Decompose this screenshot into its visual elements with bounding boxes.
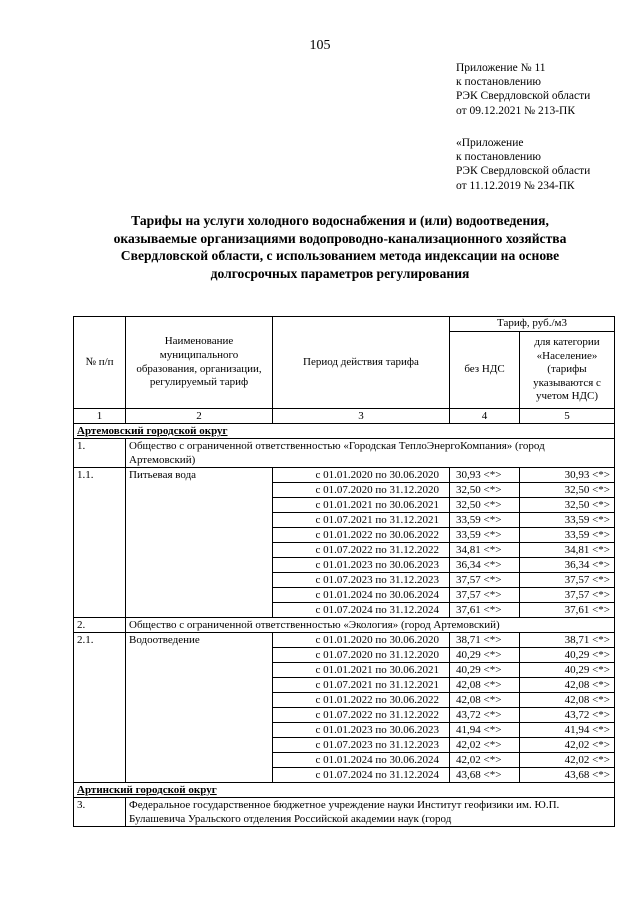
tariff-value-population: 37,57 <*> [520,588,615,603]
tariff-value-no-vat: 37,61 <*> [450,603,520,618]
tariff-value-no-vat: 30,93 <*> [450,468,520,483]
tariff-value-no-vat: 40,29 <*> [450,663,520,678]
page-number: 105 [309,38,331,53]
tariff-period: с 01.01.2020 по 30.06.2020 [273,468,450,483]
tariff-value-no-vat: 42,02 <*> [450,738,520,753]
organization-name: Общество с ограниченной ответственностью «Экология» (город Артемовский) [126,618,615,633]
tariff-value-population: 36,34 <*> [520,558,615,573]
tariff-value-population: 42,08 <*> [520,678,615,693]
tariff-value-population: 32,50 <*> [520,483,615,498]
tariff-period: с 01.01.2021 по 30.06.2021 [273,663,450,678]
tariff-period: с 01.07.2023 по 31.12.2023 [273,573,450,588]
title-line: Свердловской области, с использованием метода индексации на основе [120,248,560,263]
tariff-value-population: 34,81 <*> [520,543,615,558]
tariff-value-no-vat: 42,08 <*> [450,693,520,708]
tariff-value-population: 42,02 <*> [520,753,615,768]
organization-row [74,798,615,827]
tariff-name: Питьевая вода [126,468,273,618]
header-tariff: Тариф, руб./м3 [450,317,615,332]
tariff-value-no-vat: 41,94 <*> [450,723,520,738]
tariff-period: с 01.07.2021 по 31.12.2021 [273,678,450,693]
column-number: 2 [126,409,273,424]
tariff-value-no-vat: 43,68 <*> [450,768,520,783]
header-num: № п/п [74,317,126,409]
tariff-value-no-vat: 37,57 <*> [450,573,520,588]
appendix-reference-current [456,61,590,118]
tariff-period-row [74,468,615,483]
column-number: 4 [450,409,520,424]
appendix-line: к постановлению [456,76,541,89]
tariff-value-population: 32,50 <*> [520,498,615,513]
tariff-value-no-vat: 38,71 <*> [450,633,520,648]
tariff-period: с 01.01.2024 по 30.06.2024 [273,753,450,768]
title-line: долгосрочных параметров регулирования [210,265,470,281]
tariff-value-no-vat: 32,50 <*> [450,498,520,513]
tariff-value-population: 37,57 <*> [520,573,615,588]
column-number: 5 [520,409,615,424]
tariff-value-population: 43,72 <*> [520,708,615,723]
tariff-value-population: 40,29 <*> [520,648,615,663]
title-line: Тарифы на услуги холодного водоснабжения и (или) водоотведения, [131,213,549,228]
tariff-period: с 01.01.2022 по 30.06.2022 [273,528,450,543]
organization-num: 2. [74,618,126,633]
column-number: 1 [74,409,126,424]
tariff-period: с 01.01.2022 по 30.06.2022 [273,693,450,708]
tariff-period: с 01.01.2023 по 30.06.2023 [273,558,450,573]
tariff-period: с 01.07.2021 по 31.12.2021 [273,513,450,528]
organization-num: 1. [74,439,126,468]
appendix-line: от 09.12.2021 № 213-ПК [456,104,576,117]
column-number-row [74,409,615,424]
tariff-value-population: 33,59 <*> [520,513,615,528]
tariff-period: с 01.07.2024 по 31.12.2024 [273,603,450,618]
appendix-line: от 11.12.2019 № 234-ПК [456,179,575,192]
tariff-value-no-vat: 33,59 <*> [450,513,520,528]
appendix-line: «Приложение [456,137,524,149]
tariff-name: Водоотведение [126,633,273,783]
tariff-value-no-vat: 42,08 <*> [450,678,520,693]
organization-num: 3. [74,798,126,827]
tariff-period: с 01.07.2023 по 31.12.2023 [273,738,450,753]
tariff-period: с 01.07.2020 по 31.12.2020 [273,648,450,663]
appendix-line: РЭК Свердловской области [456,165,591,178]
header-period: Период действия тарифа [273,317,450,409]
tariff-value-no-vat: 32,50 <*> [450,483,520,498]
tariff-value-population: 37,61 <*> [520,603,615,618]
header-row [74,317,615,332]
tariff-value-no-vat: 37,57 <*> [450,588,520,603]
tariff-period: с 01.01.2021 по 30.06.2021 [273,498,450,513]
tariff-period: с 01.07.2020 по 31.12.2020 [273,483,450,498]
tariff-value-no-vat: 36,34 <*> [450,558,520,573]
tariff-value-population: 42,08 <*> [520,693,615,708]
column-number: 3 [273,409,450,424]
document-title [70,212,610,282]
tariff-period: с 01.01.2024 по 30.06.2024 [273,588,450,603]
tariff-value-population: 33,59 <*> [520,528,615,543]
tariff-period: с 01.07.2024 по 31.12.2024 [273,768,450,783]
tariff-period: с 01.01.2020 по 30.06.2020 [273,633,450,648]
title-line: оказываемые организациями водопроводно-канализационного хозяйства [113,230,567,246]
header-no-vat: без НДС [450,332,520,409]
tariff-value-population: 43,68 <*> [520,768,615,783]
tariff-table-body [74,424,615,827]
tariff-value-no-vat: 43,72 <*> [450,708,520,723]
tariff-value-population: 40,29 <*> [520,663,615,678]
district-row [74,783,615,798]
organization-row [74,618,615,633]
tariff-num: 2.1. [74,633,126,783]
tariff-period: с 01.07.2022 по 31.12.2022 [273,708,450,723]
tariff-value-no-vat: 33,59 <*> [450,528,520,543]
tariff-period: с 01.07.2022 по 31.12.2022 [273,543,450,558]
appendix-line: РЭК Свердловской области [456,90,591,103]
organization-name: Общество с ограниченной ответственностью «Городская ТеплоЭнергоКомпания» (город Артемовский) [126,439,615,468]
appendix-reference-original [456,136,590,193]
organization-name: Федеральное государственное бюджетное учреждение науки Институт геофизики им. Ю.П. Булашевича Уральского отделения Российской академии наук (город [126,798,615,827]
tariff-value-population: 41,94 <*> [520,723,615,738]
tariff-period-row [74,633,615,648]
district-row [74,424,615,439]
tariff-value-no-vat: 34,81 <*> [450,543,520,558]
header-name: Наименование муниципального образования, организации, регулируемый тариф [126,317,273,409]
header-population: для категории «Население» (тарифы указываются с учетом НДС) [520,332,615,409]
tariff-num: 1.1. [74,468,126,618]
tariff-value-no-vat: 42,02 <*> [450,753,520,768]
district-name: Артемовский городской округ [74,424,615,439]
tariff-value-population: 42,02 <*> [520,738,615,753]
tariff-period: с 01.01.2023 по 30.06.2023 [273,723,450,738]
tariff-table [73,316,615,827]
organization-row [74,439,615,468]
tariff-value-population: 30,93 <*> [520,468,615,483]
tariff-value-no-vat: 40,29 <*> [450,648,520,663]
district-name: Артинский городской округ [74,783,615,798]
appendix-line: к постановлению [456,151,541,164]
tariff-value-population: 38,71 <*> [520,633,615,648]
appendix-line: Приложение № 11 [456,62,546,74]
